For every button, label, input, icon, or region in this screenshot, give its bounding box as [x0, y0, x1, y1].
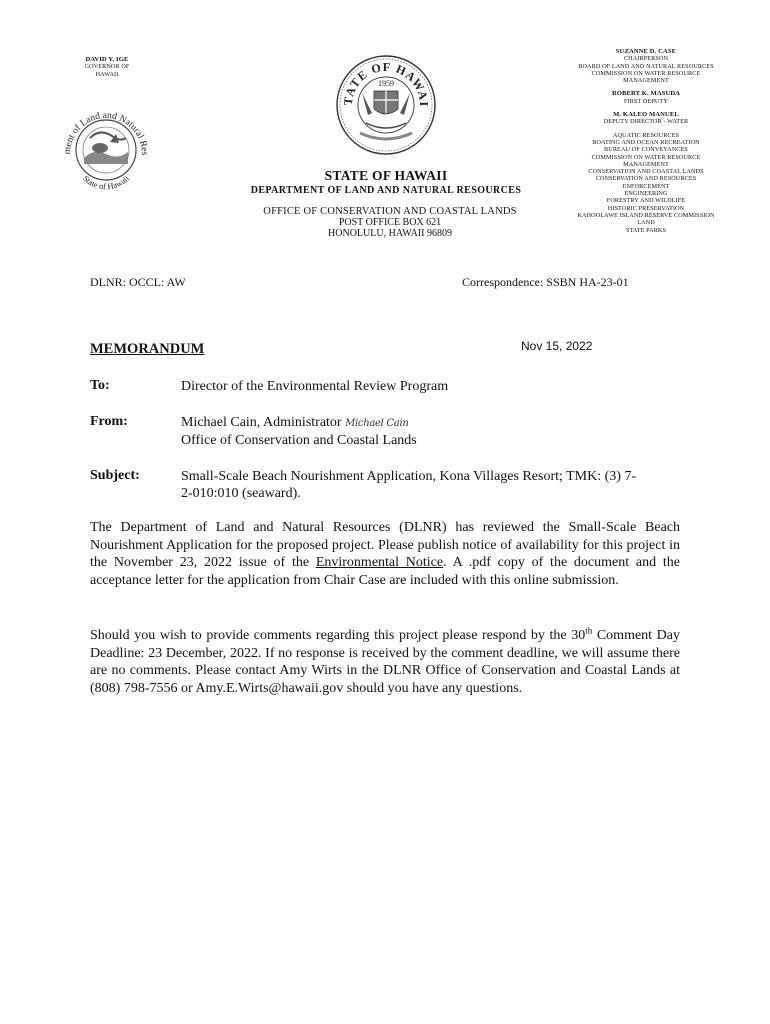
chair-title: CHAIRPERSON — [623, 55, 669, 63]
subject-label: Subject: — [90, 468, 140, 483]
subject-line1: Small-Scale Beach Nourishment Application, Kona Villages Resort; TMK: (3) 7- — [181, 469, 637, 484]
address-line2: HONOLULU, HAWAII 96809 — [328, 228, 452, 239]
subject-value — [181, 468, 681, 502]
to-label: To: — [90, 378, 110, 393]
signature: Michael Cain — [345, 418, 409, 429]
deputy-name: ROBERT K. MASUDA — [611, 90, 681, 98]
division-item: CONSERVATION AND COASTAL LANDS — [588, 168, 704, 176]
to-value: Director of the Environmental Review Program — [181, 379, 449, 394]
division-item: BOATING AND OCEAN RECREATION — [592, 138, 700, 146]
environmental-notice-link: Environmental Notice — [315, 555, 444, 570]
dlnr-logo-icon — [54, 98, 158, 202]
dlnr-logo-top-text: ment of Land and Natural Res — [62, 110, 150, 156]
from-name: Michael Cain, Administrator — [181, 415, 342, 430]
from-label: From: — [90, 414, 128, 429]
correspondence-code: Correspondence: SSBN HA-23-01 — [462, 275, 629, 289]
state-name: STATE OF HAWAII — [324, 168, 448, 183]
division-item: KAHOOLAWE ISLAND RESERVE COMMISSION — [577, 211, 715, 219]
chair-commission-line: COMMISSION ON WATER RESOURCE MANAGEMENT — [591, 69, 701, 85]
governor-title-line2: HAWAII — [95, 70, 119, 78]
agency-heading — [200, 168, 572, 196]
address-line1: POST OFFICE BOX 621 — [338, 217, 442, 228]
chair-block — [572, 48, 720, 234]
from-value — [181, 414, 681, 449]
p1-text-b: . A .pdf copy of the document and the acceptance letter for the application from Chair Case are included with this online submission. — [90, 555, 680, 588]
body-paragraph-1 — [90, 519, 680, 589]
division-item: LAND — [637, 219, 655, 227]
p1-text-a: The Department of Land and Natural Resources (DLNR) has reviewed the Small-Scale Beach Nourishment Application for the proposed project. Please publish notice of availability for this project in the November 23, 2022 issue of the — [90, 520, 680, 570]
governor-block — [62, 56, 152, 78]
state-seal-icon — [334, 53, 438, 157]
division-item: HISTORIC PRESERVATION — [607, 204, 685, 212]
governor-title-line1: GOVERNOR OF — [84, 63, 130, 71]
department-name: DEPARTMENT OF LAND AND NATURAL RESOURCES — [250, 185, 522, 196]
body-paragraph-2 — [90, 627, 680, 697]
division-item: CONSERVATION AND RESOURCES ENFORCEMENT — [595, 175, 697, 190]
division-item: FORESTRY AND WILDLIFE — [606, 197, 686, 205]
water-deputy-name: M. KALEO MANUEL — [613, 111, 679, 119]
chair-board-line: BOARD OF LAND AND NATURAL RESOURCES — [578, 62, 714, 70]
chair-name: SUZANNE D. CASE — [615, 48, 677, 55]
reference-code: DLNR: OCCL: AW — [90, 275, 186, 289]
memo-title: MEMORANDUM — [90, 341, 205, 357]
subject-line2: 2-010:010 (seaward). — [181, 486, 301, 501]
p2-text-b: Comment Day Deadline: 23 December, 2022. If no response is received by the comment deadline, we will assume there are no comments. Please contact Amy Wirts in the DLNR Office of Conservation and Coastal Lands at (808) 798-7556 or Amy.E.Wirts@hawaii.gov should you have any questions. — [90, 628, 680, 696]
deputy-title: FIRST DEPUTY — [624, 97, 668, 105]
dlnr-logo-bottom-text: State of Hawaii — [80, 173, 132, 192]
p2-ordinal: th — [585, 625, 593, 636]
water-deputy-title: DEPUTY DIRECTOR - WATER — [603, 118, 689, 126]
division-item: ENGINEERING — [624, 190, 668, 198]
p2-text-a: Should you wish to provide comments regarding this project please respond by the 30 — [90, 628, 586, 643]
office-name: OFFICE OF CONSERVATION AND COASTAL LANDS — [263, 206, 517, 217]
seal-year: 1959 — [378, 79, 394, 88]
division-item: STATE PARKS — [625, 226, 667, 234]
governor-name: DAVID Y. IGE — [85, 56, 129, 63]
from-office: Office of Conservation and Coastal Lands — [181, 433, 417, 448]
division-item: AQUATIC RESOURCES — [612, 131, 680, 139]
office-heading — [200, 206, 580, 239]
seal-top-text: TATE OF HAWAI — [340, 59, 432, 108]
division-item: COMMISSION ON WATER RESOURCE MANAGEMENT — [591, 153, 701, 168]
division-item: BUREAU OF CONVEYANCES — [604, 146, 688, 154]
memo-date: Nov 15, 2022 — [521, 339, 593, 353]
